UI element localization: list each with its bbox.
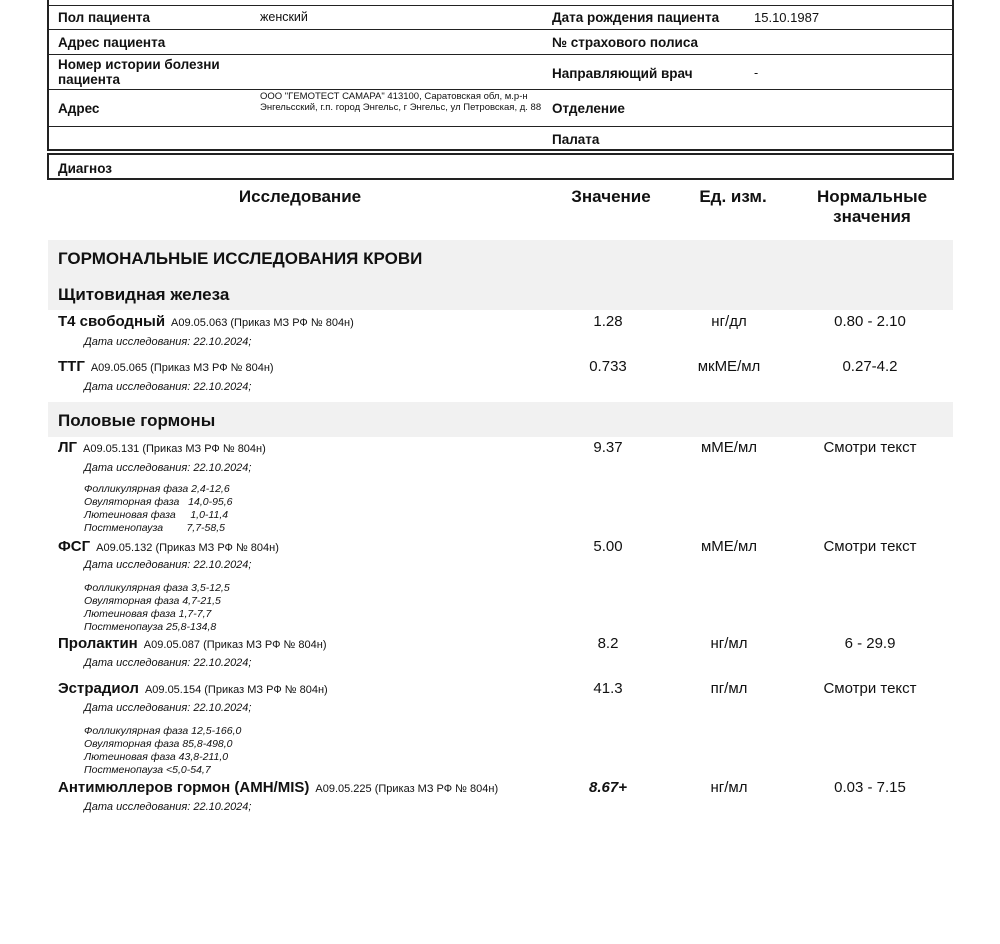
test-date: Дата исследования: 22.10.2024; xyxy=(84,702,252,714)
section-title: ГОРМОНАЛЬНЫЕ ИССЛЕДОВАНИЯ КРОВИ xyxy=(58,249,423,268)
test-code: A09.05.132 (Приказ МЗ РФ № 804н) xyxy=(96,542,279,554)
patient-address-label: Адрес пациента xyxy=(58,35,166,50)
test-value: 5.00 xyxy=(593,538,623,555)
test-date: Дата исследования: 22.10.2024; xyxy=(84,336,252,348)
test-unit: мМЕ/мл xyxy=(700,439,758,456)
test-name xyxy=(58,439,266,457)
test-value: 9.37 xyxy=(593,439,623,456)
group-title-sex-hormones: Половые гормоны xyxy=(58,411,216,430)
test-date: Дата исследования: 22.10.2024; xyxy=(84,381,252,393)
patient-sex-label: Пол пациента xyxy=(58,10,150,25)
insurance-policy-label: № страхового полиса xyxy=(552,35,699,50)
test-value: 41.3 xyxy=(593,680,623,697)
diagnosis-label: Диагноз xyxy=(58,161,112,176)
test-date: Дата исследования: 22.10.2024; xyxy=(84,801,252,813)
patient-dob-value: 15.10.1987 xyxy=(754,10,820,25)
test-title: ФСГ xyxy=(58,538,91,555)
test-value: 0.733 xyxy=(589,358,627,375)
reference-ranges: Фолликулярная фаза 2,4-12,6 Овуляторная фаза 14,0-95,6 Лютеиновая фаза 1,0-11,4 Постменопауза 7,7-58,5 xyxy=(84,483,233,534)
test-norm: 0.03 - 7.15 xyxy=(834,779,906,796)
test-name xyxy=(58,635,327,653)
test-value: 8.2 xyxy=(597,635,619,652)
divider xyxy=(49,5,952,6)
medical-history-label: Номер истории болезни пациента xyxy=(58,57,220,87)
test-title: Т4 свободный xyxy=(58,313,166,330)
divider xyxy=(49,54,952,55)
patient-info-table xyxy=(47,0,954,151)
test-code: A09.05.065 (Приказ МЗ РФ № 804н) xyxy=(90,362,274,374)
test-code: A09.05.131 (Приказ МЗ РФ № 804н) xyxy=(83,443,266,455)
test-title: ТТГ xyxy=(58,358,85,375)
test-norm: 0.27-4.2 xyxy=(842,358,898,375)
test-unit: нг/мл xyxy=(710,635,748,652)
column-value-header: Значение xyxy=(571,187,651,206)
test-name xyxy=(58,313,354,331)
column-norm-line1: Нормальные xyxy=(816,187,928,206)
divider xyxy=(49,126,952,127)
test-code: A09.05.063 (Приказ МЗ РФ № 804н) xyxy=(171,317,354,329)
column-unit-header: Ед. изм. xyxy=(699,187,767,206)
test-title: Пролактин xyxy=(58,635,138,652)
test-unit: нг/мл xyxy=(710,779,748,796)
test-date: Дата исследования: 22.10.2024; xyxy=(84,462,252,474)
column-norm-header xyxy=(792,187,952,227)
group-title-thyroid: Щитовидная железа xyxy=(58,285,230,304)
divider xyxy=(49,29,952,30)
test-value-flagged: 8.67+ xyxy=(589,779,627,796)
test-unit: мМЕ/мл xyxy=(700,538,758,555)
test-unit: пг/мл xyxy=(710,680,748,697)
test-name xyxy=(58,680,328,698)
test-name xyxy=(58,779,498,797)
test-date: Дата исследования: 22.10.2024; xyxy=(84,657,252,669)
referring-doctor-value: - xyxy=(754,66,759,80)
test-norm: Смотри текст xyxy=(823,439,917,456)
test-title: Эстрадиол xyxy=(58,680,139,697)
test-name xyxy=(58,358,274,376)
reference-ranges: Фолликулярная фаза 12,5-166,0 Овуляторная фаза 85,8-498,0 Лютеиновая фаза 43,8-211,0 Постменопауза <5,0-54,7 xyxy=(84,725,242,776)
test-unit: мкМЕ/мл xyxy=(697,358,761,375)
test-name xyxy=(58,538,279,556)
test-title: Антимюллеров гормон (AMH/MIS) xyxy=(58,779,310,796)
test-unit: нг/дл xyxy=(711,313,747,330)
referring-doctor-label: Направляющий врач xyxy=(552,66,693,81)
ward-label: Палата xyxy=(552,132,600,147)
reference-ranges: Фолликулярная фаза 3,5-12,5 Овуляторная фаза 4,7-21,5 Лютеиновая фаза 1,7-7,7 Постменопауза 25,8-134,8 xyxy=(84,582,230,633)
divider xyxy=(49,89,952,90)
test-date: Дата исследования: 22.10.2024; xyxy=(84,559,252,571)
lab-address-label: Адрес xyxy=(58,101,100,116)
test-value: 1.28 xyxy=(593,313,623,330)
patient-dob-label: Дата рождения пациента xyxy=(552,10,720,25)
column-test-header: Исследование xyxy=(238,187,362,206)
test-norm: 6 - 29.9 xyxy=(844,635,896,652)
lab-address-value: ООО "ГЕМОТЕСТ САМАРА" 413100, Саратовская обл, м.р-н Энгельсский, г.п. город Энгельс, г Энгельс, ул Петровская, д. 88 xyxy=(260,91,542,113)
test-norm: 0.80 - 2.10 xyxy=(834,313,906,330)
test-code: A09.05.087 (Приказ МЗ РФ № 804н) xyxy=(143,639,327,651)
test-norm: Смотри текст xyxy=(823,680,917,697)
diagnosis-box xyxy=(47,153,954,180)
column-norm-line2: значения xyxy=(833,207,911,226)
test-code: A09.05.154 (Приказ МЗ РФ № 804н) xyxy=(144,684,328,696)
test-title: ЛГ xyxy=(58,439,78,456)
test-norm: Смотри текст xyxy=(823,538,917,555)
department-label: Отделение xyxy=(552,101,625,116)
patient-sex-value: женский xyxy=(260,10,308,24)
test-code: A09.05.225 (Приказ МЗ РФ № 804н) xyxy=(315,783,499,795)
